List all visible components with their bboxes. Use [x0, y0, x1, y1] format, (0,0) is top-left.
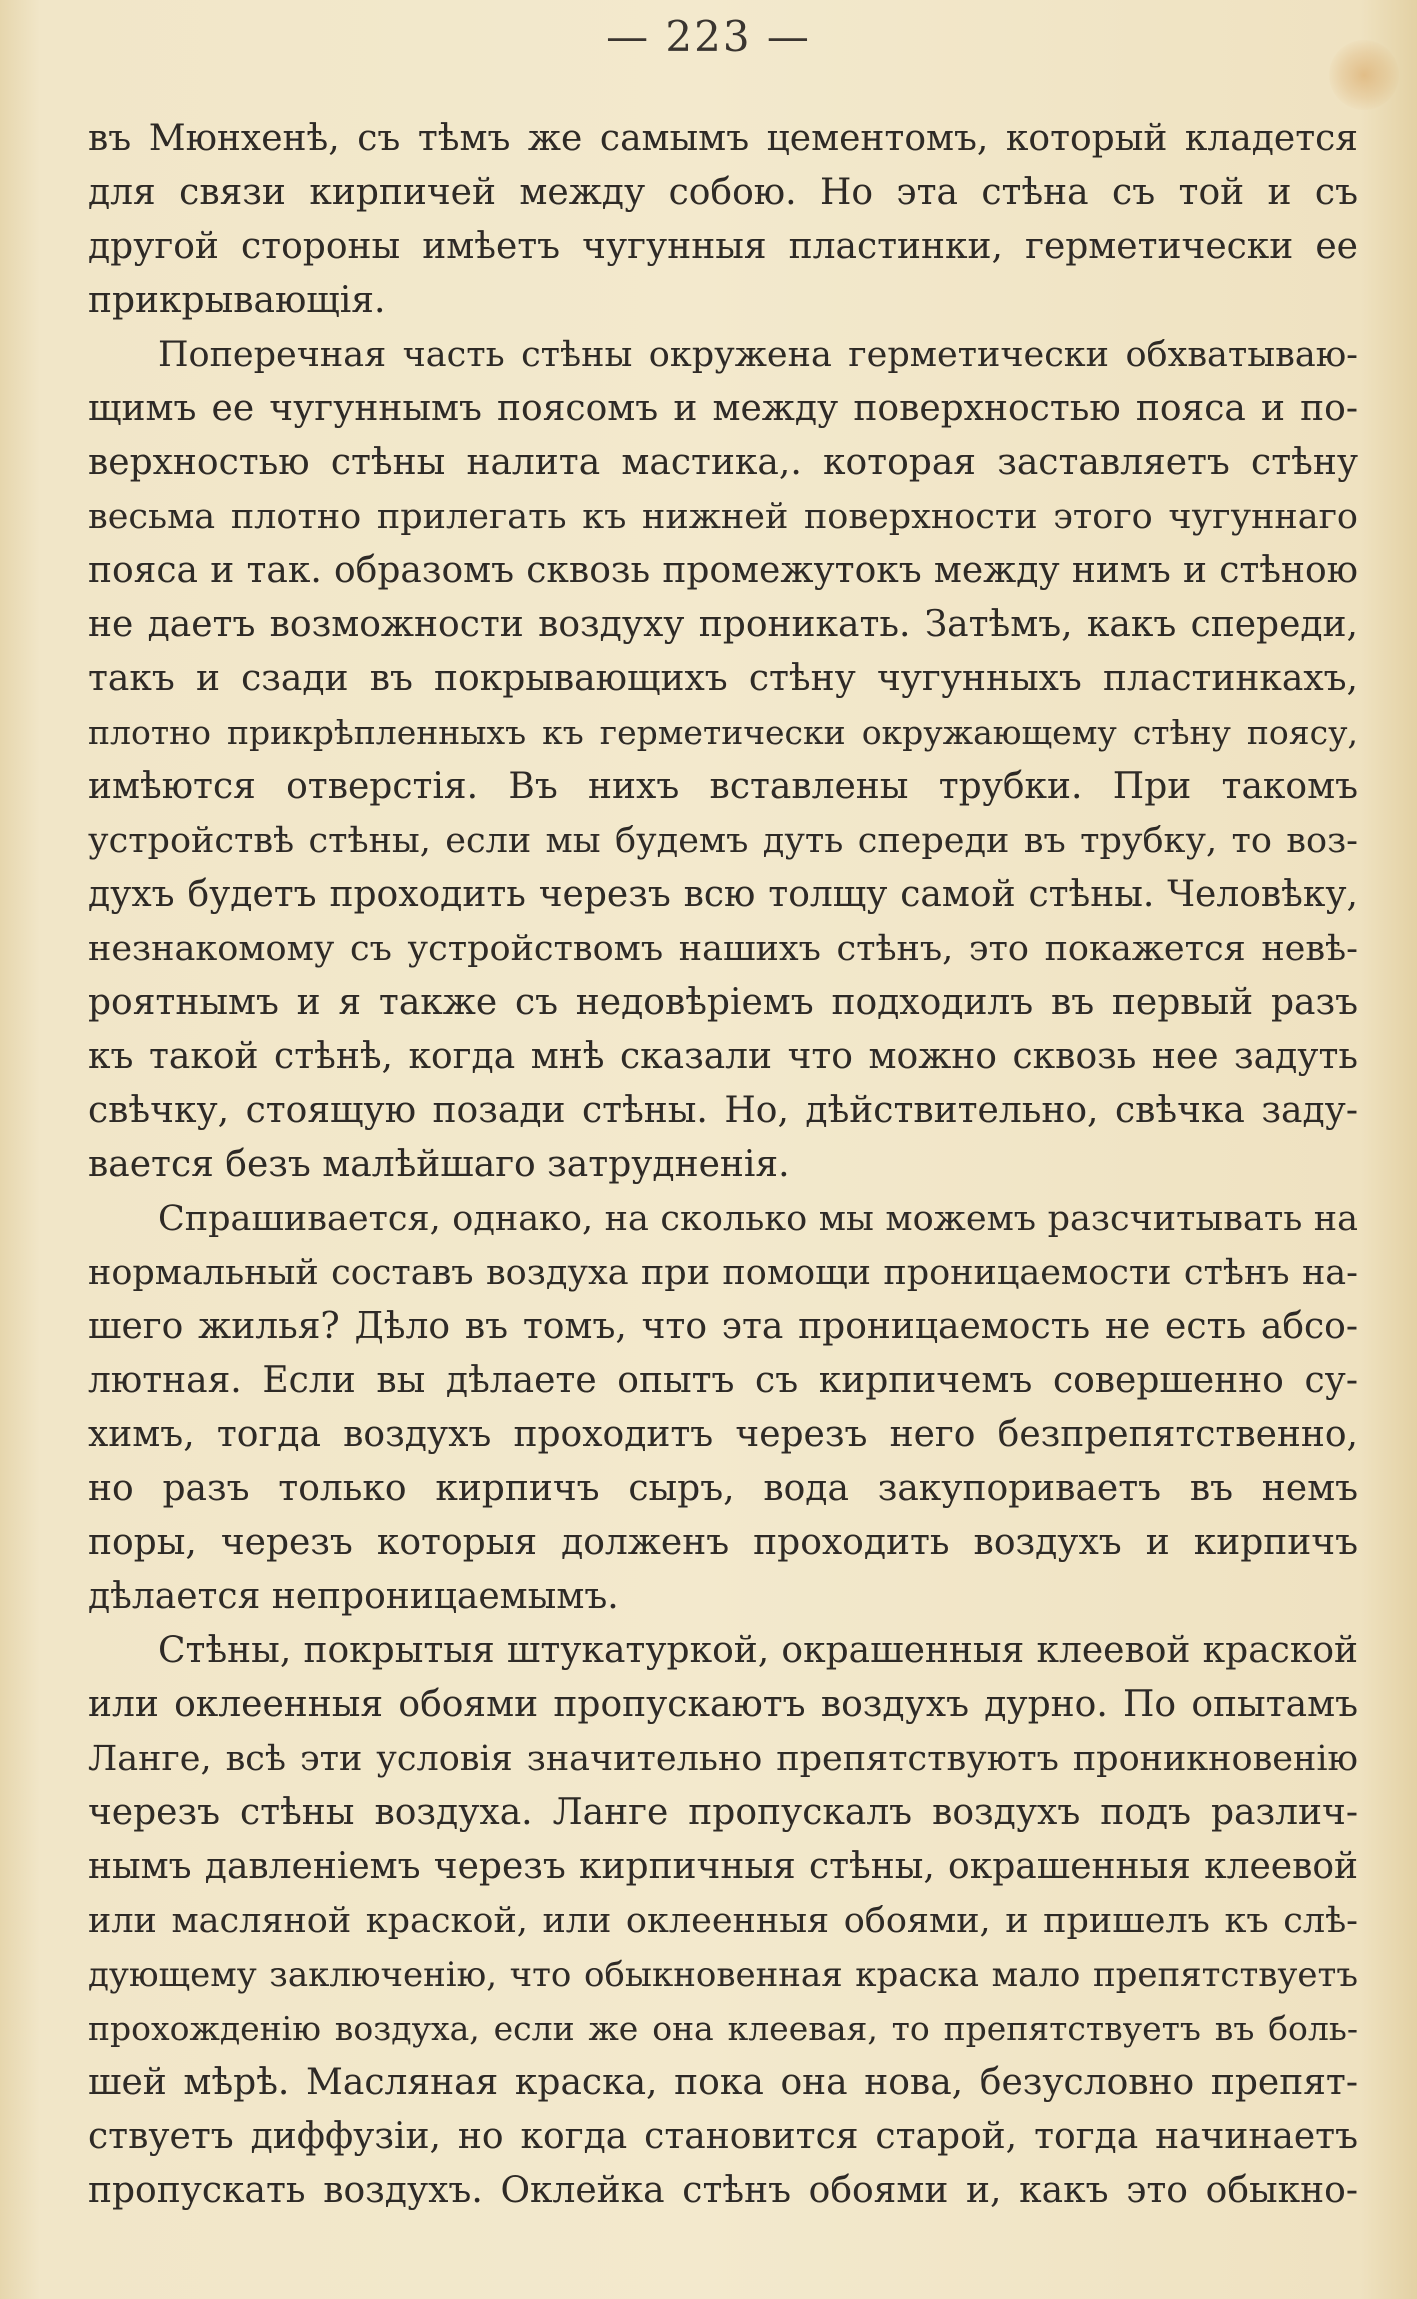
text-line: прохожденію воздуха, если же она клеевая, то препятствуетъ въ боль- — [88, 2009, 1358, 2048]
text-line: щимъ ее чугуннымъ поясомъ и между поверхностью пояса и по- — [88, 388, 1358, 429]
text-line: черезъ стѣны воздуха. Ланге пропускалъ воздухъ подъ различ- — [88, 1792, 1358, 1833]
text-line: Поперечная часть стѣны окружена герметически обхватываю- — [158, 335, 1358, 375]
text-line: верхностью стѣны налита мастика,. которая заставляетъ стѣну — [88, 442, 1358, 483]
text-line: шего жилья? Дѣло въ томъ, что эта проницаемость не есть абсо- — [88, 1306, 1358, 1347]
text-line: къ такой стѣнѣ, когда мнѣ сказали что можно сквозь нее задуть — [88, 1036, 1358, 1077]
text-line: дѣлается непроницаемымъ. — [88, 1576, 619, 1617]
text-line: другой стороны имѣетъ чугунныя пластинки, герметически ее — [88, 226, 1358, 267]
text-line: нормальный составъ воздуха при помощи проницаемости стѣнъ на- — [88, 1253, 1358, 1293]
text-line: не даетъ возможности воздуху проникать. Затѣмъ, какъ спереди, — [88, 604, 1358, 645]
text-line: ствуетъ диффузіи, но когда становится старой, тогда начинаетъ — [88, 2116, 1358, 2157]
text-line: Спрашивается, однако, на сколько мы можемъ разсчитывать на — [158, 1199, 1358, 1239]
text-line: шей мѣрѣ. Масляная краска, пока она нова, безусловно препят- — [88, 2062, 1358, 2103]
text-line: Ланге, всѣ эти условія значительно препятствуютъ проникновенію — [88, 1739, 1358, 1779]
text-line: химъ, тогда воздухъ проходитъ черезъ него безпрепятственно, — [88, 1414, 1358, 1455]
text-line: пояса и так. образомъ сквозь промежутокъ между нимъ и стѣною — [88, 550, 1358, 591]
text-line: устройствѣ стѣны, если мы будемъ дуть спереди въ трубку, то воз- — [88, 821, 1358, 861]
text-line: дующему заключенію, что обыкновенная краска мало препятствуетъ — [88, 1955, 1358, 1995]
text-line: пропускать воздухъ. Оклейка стѣнъ обоями и, какъ это обыкно- — [88, 2170, 1358, 2211]
text-line: прикрывающія. — [88, 280, 386, 321]
body-text — [88, 112, 1358, 2218]
text-line: имѣются отверстія. Въ нихъ вставлены трубки. При такомъ — [88, 766, 1358, 807]
text-line: въ Мюнхенѣ, съ тѣмъ же самымъ цементомъ, который кладется — [88, 118, 1358, 159]
text-line: или масляной краской, или оклеенныя обоями, и пришелъ къ слѣ- — [88, 1901, 1358, 1941]
text-line: лютная. Если вы дѣлаете опытъ съ кирпичемъ совершенно су- — [88, 1360, 1358, 1401]
page-number: — 223 — — [606, 12, 811, 61]
text-line: Стѣны, покрытыя штукатуркой, окрашенныя клеевой краской — [158, 1630, 1358, 1671]
text-line: нымъ давленіемъ черезъ кирпичныя стѣны, окрашенныя клеевой — [88, 1846, 1358, 1887]
text-line: но разъ только кирпичъ сыръ, вода закупориваетъ въ немъ — [88, 1468, 1358, 1509]
text-line: плотно прикрѣпленныхъ къ герметически окружающему стѣну поясу, — [88, 713, 1358, 752]
text-line: свѣчку, стоящую позади стѣны. Но, дѣйствительно, свѣчка заду- — [88, 1090, 1358, 1131]
text-line: поры, черезъ которыя долженъ проходить воздухъ и кирпичъ — [88, 1522, 1358, 1563]
text-line: незнакомому съ устройствомъ нашихъ стѣнъ, это покажется невѣ- — [88, 929, 1358, 969]
text-line: вается безъ малѣйшаго затрудненія. — [88, 1144, 790, 1185]
text-line: духъ будетъ проходить черезъ всю толщу самой стѣны. Человѣку, — [88, 874, 1358, 915]
text-line: роятнымъ и я также съ недовѣріемъ подходилъ въ первый разъ — [88, 982, 1358, 1023]
text-line: для связи кирпичей между собою. Но эта стѣна съ той и съ — [88, 172, 1358, 213]
text-line: такъ и сзади въ покрывающихъ стѣну чугунныхъ пластинкахъ, — [88, 658, 1358, 699]
text-line: весьма плотно прилегать къ нижней поверхности этого чугуннаго — [88, 497, 1358, 537]
text-line: или оклеенныя обоями пропускаютъ воздухъ дурно. По опытамъ — [88, 1684, 1358, 1725]
